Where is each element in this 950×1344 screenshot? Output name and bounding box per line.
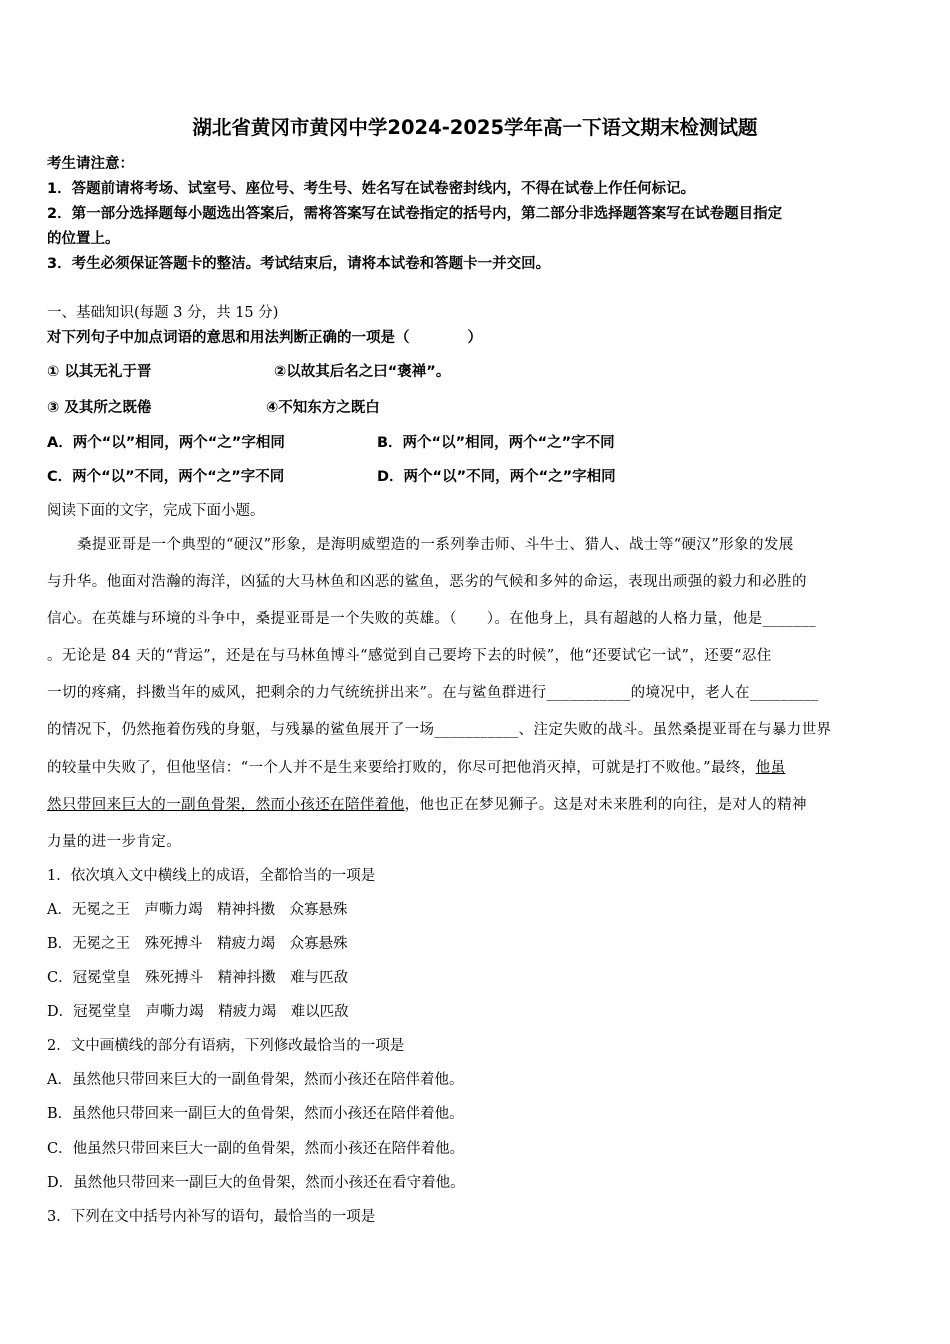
sentence-4: ④不知东方之既白 bbox=[266, 400, 380, 416]
reading-intro: 阅读下面的文字，完成下面小题。 bbox=[47, 503, 265, 519]
notice-item-2-cont: 的位置上。 bbox=[47, 231, 120, 247]
q2-stem: 2．文中画横线的部分有语病，下列修改最恰当的一项是 bbox=[47, 1038, 405, 1054]
option-c: C．两个“以”不同，两个“之”字不同 bbox=[47, 469, 285, 485]
option-d: D．两个“以”不同，两个“之”字相同 bbox=[377, 469, 616, 485]
sentence-2: ②以故其后名之曰“褒禅”。 bbox=[274, 364, 451, 380]
sentence-3: ③ 及其所之既倦 bbox=[47, 400, 152, 416]
q1-option-b: B．无冕之王 殊死搏斗 精疲力竭 众寡悬殊 bbox=[47, 936, 348, 952]
q2-option-a: A．虽然他只带回来巨大的一副鱼骨架，然而小孩还在陪伴着他。 bbox=[47, 1072, 464, 1088]
q1-option-c: C．冠冕堂皇 殊死搏斗 精神抖擞 难与匹敌 bbox=[47, 970, 349, 986]
passage-line-7-text: 的较量中失败了，但他坚信：“一个人并不是生来要给打败的，你尽可把他消灭掉，可就是打不败他。”最终， bbox=[47, 760, 756, 776]
passage-line-9: 力量的进一步肯定。 bbox=[47, 834, 182, 850]
passage-line-2: 与升华。他面对浩瀚的海洋，凶猛的大马林鱼和凶恶的鲨鱼，恶劣的气候和多舛的命运，表现出顽强的毅力和必胜的 bbox=[47, 574, 807, 590]
q2-option-b: B．虽然他只带回来一副巨大的鱼骨架，然而小孩还在陪伴着他。 bbox=[47, 1106, 464, 1122]
notice-item-2: 2．第一部分选择题每小题选出答案后，需将答案写在试卷指定的括号内，第二部分非选择题答案写在试卷题目指定 bbox=[47, 206, 783, 222]
underlined-text-start: 他虽 bbox=[755, 760, 786, 776]
passage-line-7 bbox=[47, 756, 785, 777]
q2-option-d: D．虽然他只带回来一副巨大的鱼骨架，然而小孩还在看守着他。 bbox=[47, 1175, 465, 1191]
option-a: A．两个“以”相同，两个“之”字相同 bbox=[47, 435, 285, 451]
sentence-1: ① 以其无礼于晋 bbox=[47, 364, 152, 380]
notice-item-1: 1．答题前请将考场、试室号、座位号、考生号、姓名写在试卷密封线内，不得在试卷上作任何标记。 bbox=[47, 181, 696, 197]
notice-item-3: 3．考生必须保证答题卡的整洁。考试结束后，请将本试卷和答题卡一并交回。 bbox=[47, 256, 551, 272]
passage-line-1: 桑提亚哥是一个典型的“硬汉”形象，是海明威塑造的一系列拳击师、斗牛士、猎人、战士等“硬汉”形象的发展 bbox=[77, 537, 794, 553]
q3-stem: 3．下列在文中括号内补写的语句，最恰当的一项是 bbox=[47, 1209, 376, 1225]
question-stem: 对下列句子中加点词语的意思和用法判断正确的一项是（ ） bbox=[47, 330, 482, 346]
section1-heading: 一、基础知识(每题 3 分，共 15 分) bbox=[47, 305, 279, 321]
passage-line-3: 信心。在英雄与环境的斗争中，桑提亚哥是一个失败的英雄。（ ）。在他身上，具有超越的人格力量，他是_______ bbox=[47, 611, 817, 627]
q2-option-c: C．他虽然只带回来巨大一副的鱼骨架，然而小孩还在陪伴着他。 bbox=[47, 1141, 465, 1157]
passage-line-5: 一切的疼痛，抖擞当年的威风，把剩余的力气统统拼出来”。在与鲨鱼群进行___________的境况中，老人在_________ bbox=[47, 685, 819, 701]
passage-line-8 bbox=[47, 793, 807, 814]
passage-line-8-text: ，他也正在梦见狮子。这是对未来胜利的向往，是对人的精神 bbox=[404, 797, 807, 813]
option-b: B．两个“以”相同，两个“之”字不同 bbox=[377, 435, 615, 451]
q1-option-d: D．冠冕堂皇 声嘶力竭 精疲力竭 难以匹敌 bbox=[47, 1004, 349, 1020]
underlined-text: 然只带回来巨大的一副鱼骨架，然而小孩还在陪伴着他 bbox=[47, 797, 405, 813]
q1-option-a: A．无冕之王 声嘶力竭 精神抖擞 众寡悬殊 bbox=[47, 902, 348, 918]
passage-line-4: 。无论是 84 天的“背运”，还是在与马林鱼博斗“感觉到自己要垮下去的时候”，他“还要试它一试”，还要“忍住 bbox=[47, 648, 772, 664]
passage-line-6: 的情况下，仍然拖着伤残的身躯，与残暴的鲨鱼展开了一场___________、注定失败的战斗。虽然桑提亚哥在与暴力世界 bbox=[47, 722, 832, 738]
exam-title: 湖北省黄冈市黄冈中学2024-2025学年高一下语文期末检测试题 bbox=[192, 116, 758, 139]
notice-heading: 考生请注意： bbox=[47, 156, 134, 172]
q1-stem: 1．依次填入文中横线上的成语，全都恰当的一项是 bbox=[47, 868, 376, 884]
